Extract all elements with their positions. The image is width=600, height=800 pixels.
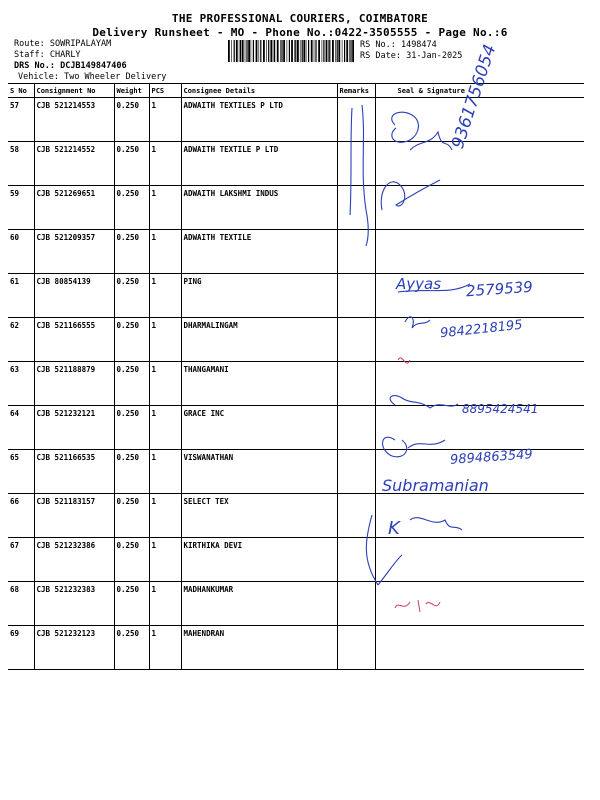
cell-seal [375,186,584,230]
barcode-bar [253,40,254,62]
barcode-bar [323,40,324,62]
staff-line [14,50,81,60]
barcode-bar [234,40,235,62]
barcode-bar [342,40,343,62]
route-line [14,39,111,49]
barcode-bar [295,40,296,62]
cell-sno: 57 [8,98,34,142]
cell-consignment: CJB 521232123 [34,626,114,670]
cell-pcs: 1 [149,582,181,626]
cell-sno: 67 [8,538,34,582]
barcode-bar [280,40,281,62]
col-remarks: Remarks [337,84,375,98]
barcode-bar [315,40,316,62]
runsheet-table [8,83,584,670]
barcode-bar [251,40,252,62]
cell-consignee: KIRTHIKA DEVI [181,538,337,582]
cell-remarks [337,98,375,142]
barcode-bar [236,40,238,62]
cell-weight: 0.250 [114,142,149,186]
cell-pcs: 1 [149,406,181,450]
cell-weight: 0.250 [114,230,149,274]
cell-consignment: CJB 521214552 [34,142,114,186]
cell-remarks [337,626,375,670]
barcode-bar [314,40,315,62]
barcode-bar [242,40,244,62]
route-value: SOWRIPALAYAM [49,39,112,49]
cell-consignee: MAHENDRAN [181,626,337,670]
cell-consignee: ADWAITH TEXTILES P LTD [181,98,337,142]
barcode-bar [268,40,269,62]
cell-consignment: CJB 521188879 [34,362,114,406]
col-consignment: Consignment No [34,84,114,98]
table-row [8,230,584,274]
barcode-bar [300,40,301,62]
cell-seal [375,494,584,538]
cell-consignee: VISWANATHAN [181,450,337,494]
cell-pcs: 1 [149,230,181,274]
cell-sno: 63 [8,362,34,406]
cell-remarks [337,186,375,230]
col-sno: S No [8,84,34,98]
cell-pcs: 1 [149,538,181,582]
cell-sno: 66 [8,494,34,538]
barcode-bar [291,40,293,62]
table-row [8,142,584,186]
handwritten-name-2: Subramanian [382,476,489,495]
col-seal: Seal & Signature [375,84,584,98]
handwritten-phone-4: 8895424541 [462,402,539,416]
rs-no-label: RS No.: [360,40,396,50]
handwritten-phone-3: 9842218195 [439,317,524,342]
barcode-bar [328,40,329,62]
cell-consignment: CJB 521214553 [34,98,114,142]
cell-consignment: CJB 80854139 [34,274,114,318]
table-row [8,362,584,406]
cell-weight: 0.250 [114,186,149,230]
barcode-bar [346,40,348,62]
barcode-bar [245,40,246,62]
cell-remarks [337,318,375,362]
cell-pcs: 1 [149,318,181,362]
cell-consignee: ADWAITH TEXTILE P LTD [181,142,337,186]
cell-pcs: 1 [149,494,181,538]
cell-sno: 65 [8,450,34,494]
table-header-row [8,84,584,98]
barcode-bar [337,40,338,62]
cell-consignment: CJB 521183157 [34,494,114,538]
cell-consignment: CJB 521269651 [34,186,114,230]
cell-weight: 0.250 [114,318,149,362]
cell-pcs: 1 [149,626,181,670]
barcode-graphic [228,40,355,62]
barcode-bar [294,40,295,62]
barcode-bar [248,40,250,62]
barcode-bar [338,40,340,62]
barcode-bar [260,40,261,62]
cell-consignee: ADWAITH LAKSHMI INDUS [181,186,337,230]
table-row [8,186,584,230]
table-row [8,626,584,670]
cell-consignment: CJB 521209357 [34,230,114,274]
cell-consignee: THANGAMANI [181,362,337,406]
barcode-bar [308,40,309,62]
barcode-bar [231,40,232,62]
drs-line [14,61,127,71]
company-title: THE PROFESSIONAL COURIERS, COIMBATORE [171,12,429,25]
route-label: Route: [14,39,45,49]
barcode-bar [289,40,290,62]
cell-consignee: SELECT TEX [181,494,337,538]
cell-consignment: CJB 521232386 [34,538,114,582]
cell-remarks [337,450,375,494]
runsheet-title: Delivery Runsheet - MO - Phone No.:0422-3505555 - Page No.:6 [92,26,508,39]
cell-sno: 68 [8,582,34,626]
cell-seal [375,362,584,406]
barcode-bar [283,40,285,62]
cell-weight: 0.250 [114,450,149,494]
cell-seal [375,626,584,670]
cell-remarks [337,538,375,582]
rs-date-label: RS Date: [360,51,401,61]
cell-consignee: GRACE INC [181,406,337,450]
col-pcs: PCS [149,84,181,98]
barcode-bar [281,40,282,62]
cell-pcs: 1 [149,186,181,230]
cell-pcs: 1 [149,362,181,406]
cell-sno: 64 [8,406,34,450]
handwritten-phone-1: 9361756054 [448,42,501,152]
cell-consignee: ADWAITH TEXTILE [181,230,337,274]
cell-remarks [337,274,375,318]
barcode-bar [350,40,351,62]
barcode-bar [228,40,230,62]
barcode-bar [311,40,313,62]
cell-sno: 58 [8,142,34,186]
barcode-bar [344,40,345,62]
drs-value: DCJB149847406 [60,61,127,71]
cell-consignment: CJB 521166535 [34,450,114,494]
barcode-bar [277,40,279,62]
handwritten-phone-5: 9894863549 [449,447,534,468]
cell-consignment: CJB 521232383 [34,582,114,626]
cell-remarks [337,582,375,626]
barcode-bar [322,40,323,62]
vehicle-value: Two Wheeler Delivery [64,72,167,82]
barcode-bar [239,40,240,62]
cell-pcs: 1 [149,142,181,186]
barcode-bar [326,40,328,62]
cell-sno: 62 [8,318,34,362]
barcode-bar [318,40,320,62]
drs-label: DRS No.: [14,61,55,71]
barcode-bar [287,40,288,62]
cell-sno: 60 [8,230,34,274]
cell-pcs: 1 [149,274,181,318]
barcode-bar [259,40,260,62]
cell-weight: 0.250 [114,362,149,406]
cell-sno: 69 [8,626,34,670]
cell-seal [375,230,584,274]
cell-seal [375,142,584,186]
cell-consignee: MADHANKUMAR [181,582,337,626]
cell-remarks [337,494,375,538]
col-weight: Weight [114,84,149,98]
cell-remarks [337,406,375,450]
handwritten-name-3: K [388,518,400,539]
table-row [8,98,584,142]
table-row [8,494,584,538]
cell-weight: 0.250 [114,582,149,626]
vehicle-label: Vehicle: [18,72,59,82]
handwritten-name-1: Ayyas [396,275,442,293]
table-row [8,582,584,626]
cell-seal [375,582,584,626]
barcode-bar [306,40,307,62]
rs-no-line [360,40,437,50]
cell-consignment: CJB 521166555 [34,318,114,362]
cell-weight: 0.250 [114,406,149,450]
barcode-bar [352,40,354,62]
rs-date-value: 31-Jan-2025 [406,51,463,61]
staff-value: CHARLY [49,50,81,60]
rs-date-line [360,51,462,61]
barcode-bar [349,40,350,62]
cell-sno: 61 [8,274,34,318]
cell-pcs: 1 [149,450,181,494]
handwritten-phone-2: 2579539 [465,277,534,301]
barcode-bar [274,40,275,62]
barcode-bar [256,40,258,62]
barcode-bar [270,40,272,62]
col-consignee: Consignee Details [181,84,337,98]
barcode-bar [240,40,241,62]
barcode-bar [263,40,265,62]
barcode-bar [332,40,334,62]
cell-weight: 0.250 [114,538,149,582]
vehicle-line [18,72,166,82]
barcode-bar [273,40,274,62]
cell-pcs: 1 [149,98,181,142]
cell-weight: 0.250 [114,98,149,142]
staff-label: Staff: [14,50,45,60]
cell-weight: 0.250 [114,494,149,538]
barcode-bar [335,40,336,62]
barcode-bar [303,40,305,62]
cell-seal [375,538,584,582]
cell-consignee: DHARMALINGAM [181,318,337,362]
barcode-bar [302,40,303,62]
barcode-bar [266,40,267,62]
cell-remarks [337,142,375,186]
cell-weight: 0.250 [114,274,149,318]
barcode-bar [246,40,247,62]
cell-consignee: PING [181,274,337,318]
barcode-bar [297,40,299,62]
cell-consignment: CJB 521232121 [34,406,114,450]
cell-weight: 0.250 [114,626,149,670]
cell-sno: 59 [8,186,34,230]
cell-remarks [337,230,375,274]
cell-remarks [337,362,375,406]
rs-no-value: 1498474 [400,40,437,50]
table-row [8,538,584,582]
barcode-bar [329,40,330,62]
